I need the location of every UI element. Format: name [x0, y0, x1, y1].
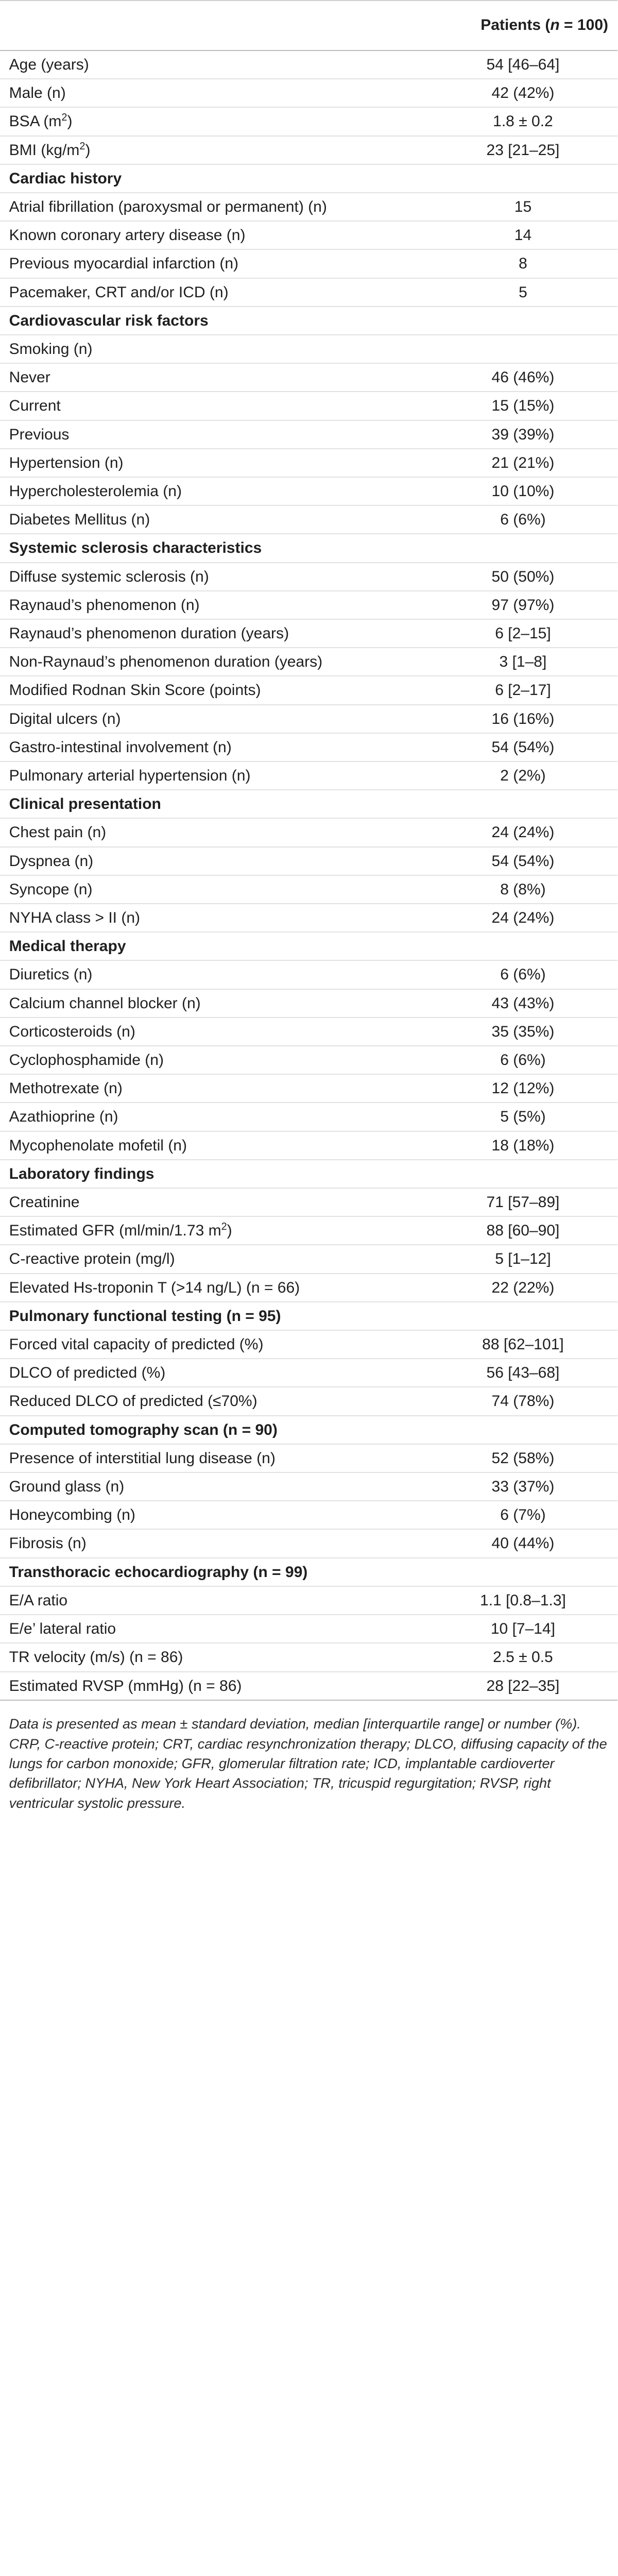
- label-text: Fibrosis (n): [9, 1535, 87, 1552]
- row-label: [0, 1103, 428, 1131]
- row-label: [0, 1046, 428, 1074]
- row-label: [0, 591, 428, 619]
- label-text: Clinical presentation: [9, 795, 161, 813]
- row-label: [0, 1074, 428, 1103]
- label-text: Estimated RVSP (mmHg) (n = 86): [9, 1677, 242, 1694]
- table-row: [0, 847, 617, 875]
- label-text: Pulmonary functional testing (n = 95): [9, 1307, 281, 1325]
- table-row: [0, 619, 617, 648]
- table-row: [0, 1046, 617, 1074]
- label-text: Forced vital capacity of predicted (%): [9, 1336, 264, 1353]
- row-label: [0, 733, 428, 761]
- section-header-row: [0, 307, 617, 335]
- row-value: 88 [60–90]: [428, 1216, 617, 1245]
- table-row: [0, 221, 617, 249]
- label-text: Current: [9, 397, 61, 415]
- row-label: [0, 1672, 428, 1700]
- label-text: Never: [9, 369, 50, 386]
- row-value: [428, 1302, 617, 1330]
- table-row: [0, 875, 617, 904]
- label-text: Previous myocardial infarction (n): [9, 255, 239, 273]
- row-label: [0, 1501, 428, 1529]
- label-text: BMI (kg/m: [9, 141, 80, 159]
- label-text: Known coronary artery disease (n): [9, 227, 246, 244]
- section-title: [0, 164, 428, 193]
- row-label: [0, 1615, 428, 1643]
- label-text: Male (n): [9, 84, 66, 102]
- row-value: 88 [62–101]: [428, 1330, 617, 1359]
- row-label: [0, 847, 428, 875]
- row-label: [0, 249, 428, 278]
- row-value: 42 (42%): [428, 79, 617, 107]
- section-header-row: [0, 932, 617, 960]
- table-footnote: Data is presented as mean ± standard deviation, median [interquartile range] or number (%). CRP, C-reactive protein; CRT, cardiac resynchronization therapy; DLCO, diffusing capacity of the lungs for carbon monoxide; GFR, glomerular filtration rate; ICD, implantable cardioverter defibrillator; NYHA, New York Heart Association; TR, tricuspid regurgitation; RVSP, right ventricular systolic pressure.: [9, 1716, 607, 1811]
- label-text: Elevated Hs-troponin T (>14 ng/L) (n = 66): [9, 1279, 300, 1296]
- label-text: Raynaud’s phenomenon duration (years): [9, 624, 289, 642]
- table-row: [0, 676, 617, 704]
- header-stub-cell: [0, 1, 428, 50]
- row-value: 28 [22–35]: [428, 1672, 617, 1700]
- row-label: [0, 1216, 428, 1245]
- label-text: Systemic sclerosis characteristics: [9, 539, 262, 557]
- label-text: Medical therapy: [9, 938, 126, 955]
- label-text: Non-Raynaud’s phenomenon duration (years): [9, 653, 323, 671]
- row-value: [428, 1416, 617, 1444]
- table-row: [0, 50, 617, 79]
- row-label: [0, 1245, 428, 1273]
- label-text: Cardiovascular risk factors: [9, 312, 209, 329]
- label-text: Azathioprine (n): [9, 1108, 118, 1126]
- table-body: [0, 50, 617, 1700]
- section-title: [0, 790, 428, 818]
- label-text: Digital ulcers (n): [9, 710, 121, 727]
- row-label: [0, 818, 428, 846]
- row-value: 56 [43–68]: [428, 1359, 617, 1387]
- label-text: Hypertension (n): [9, 454, 124, 471]
- row-label: [0, 221, 428, 249]
- section-title: [0, 1302, 428, 1330]
- label-text: Modified Rodnan Skin Score (points): [9, 682, 261, 699]
- row-label: [0, 960, 428, 989]
- row-label: [0, 1529, 428, 1557]
- row-label: [0, 278, 428, 307]
- row-label: [0, 705, 428, 733]
- row-label: [0, 1359, 428, 1387]
- row-value: 46 (46%): [428, 363, 617, 392]
- row-value: 6 [2–17]: [428, 676, 617, 704]
- row-value: 21 (21%): [428, 449, 617, 477]
- label-text: Estimated GFR (ml/min/1.73 m: [9, 1222, 221, 1240]
- row-value: 54 (54%): [428, 847, 617, 875]
- label-text: Age (years): [9, 56, 89, 73]
- label-text: Cardiac history: [9, 170, 122, 187]
- table-row: [0, 818, 617, 846]
- row-value: 6 [2–15]: [428, 619, 617, 648]
- table-row: [0, 363, 617, 392]
- label-text: TR velocity (m/s) (n = 86): [9, 1649, 183, 1666]
- table-row: [0, 477, 617, 505]
- label-text: Smoking (n): [9, 340, 93, 358]
- label-text: Diabetes Mellitus (n): [9, 511, 150, 529]
- label-text: Raynaud’s phenomenon (n): [9, 596, 200, 614]
- row-label: [0, 1188, 428, 1216]
- section-title: [0, 534, 428, 562]
- row-value: 24 (24%): [428, 904, 617, 932]
- row-value: 6 (6%): [428, 960, 617, 989]
- header-n-value: = 100): [559, 16, 609, 33]
- table-row: [0, 1586, 617, 1615]
- table-row: [0, 193, 617, 221]
- row-value: 5 [1–12]: [428, 1245, 617, 1273]
- row-value: 52 (58%): [428, 1444, 617, 1472]
- row-value: 10 (10%): [428, 477, 617, 505]
- label-text: Laboratory findings: [9, 1165, 154, 1182]
- row-label: [0, 1586, 428, 1615]
- table-row: [0, 1501, 617, 1529]
- section-title: [0, 1416, 428, 1444]
- row-label: [0, 619, 428, 648]
- label-text: ): [85, 141, 91, 159]
- header-n-symbol: n: [550, 16, 560, 33]
- table-row: [0, 591, 617, 619]
- row-value: 1.1 [0.8–1.3]: [428, 1586, 617, 1615]
- section-header-row: [0, 1302, 617, 1330]
- section-title: [0, 1558, 428, 1586]
- label-text: Computed tomography scan (n = 90): [9, 1421, 278, 1438]
- row-value: 40 (44%): [428, 1529, 617, 1557]
- table-row: [0, 249, 617, 278]
- row-value: [428, 932, 617, 960]
- label-text: Dyspnea (n): [9, 852, 94, 870]
- row-value: 18 (18%): [428, 1131, 617, 1160]
- row-value: 14: [428, 221, 617, 249]
- section-header-row: [0, 534, 617, 562]
- row-label: [0, 193, 428, 221]
- row-value: 2.5 ± 0.5: [428, 1643, 617, 1671]
- table-row: [0, 1216, 617, 1245]
- row-label: [0, 1444, 428, 1472]
- label-superscript: 2: [61, 112, 67, 124]
- section-header-row: [0, 164, 617, 193]
- label-text: Previous: [9, 426, 70, 443]
- row-label: [0, 1643, 428, 1671]
- table-row: [0, 278, 617, 307]
- table-row: [0, 107, 617, 135]
- label-text: Pacemaker, CRT and/or ICD (n): [9, 283, 229, 301]
- table-row: [0, 761, 617, 790]
- table-row: [0, 1074, 617, 1103]
- table-row: [0, 648, 617, 676]
- table-row: [0, 79, 617, 107]
- row-label: [0, 1274, 428, 1302]
- row-label: [0, 1387, 428, 1415]
- label-text: Gastro-intestinal involvement (n): [9, 738, 232, 756]
- row-value: 6 (6%): [428, 1046, 617, 1074]
- row-label: [0, 875, 428, 904]
- row-value: 1.8 ± 0.2: [428, 107, 617, 135]
- label-text: DLCO of predicted (%): [9, 1364, 166, 1382]
- row-label: [0, 449, 428, 477]
- row-label: [0, 420, 428, 449]
- label-text: Cyclophosphamide (n): [9, 1052, 164, 1069]
- table-row: [0, 1672, 617, 1700]
- label-text: Transthoracic echocardiography (n = 99): [9, 1563, 308, 1581]
- label-text: Honeycombing (n): [9, 1506, 135, 1524]
- section-header-row: [0, 1160, 617, 1188]
- label-text: Presence of interstitial lung disease (n): [9, 1449, 276, 1467]
- label-text: Ground glass (n): [9, 1478, 125, 1496]
- row-label: [0, 1018, 428, 1046]
- table-row: [0, 1188, 617, 1216]
- row-value: 8: [428, 249, 617, 278]
- table-row: [0, 705, 617, 733]
- label-text: Pulmonary arterial hypertension (n): [9, 767, 251, 784]
- table-header-row: [0, 1, 617, 50]
- section-header-row: [0, 790, 617, 818]
- table-row: [0, 989, 617, 1018]
- table-row: [0, 1245, 617, 1273]
- table-row: [0, 1131, 617, 1160]
- row-value: 43 (43%): [428, 989, 617, 1018]
- row-value: 71 [57–89]: [428, 1188, 617, 1216]
- row-label: [0, 648, 428, 676]
- row-value: 97 (97%): [428, 591, 617, 619]
- label-text: NYHA class > II (n): [9, 909, 141, 927]
- section-title: [0, 932, 428, 960]
- row-value: [428, 307, 617, 335]
- row-label: [0, 761, 428, 790]
- table-row: [0, 1387, 617, 1415]
- table-row: [0, 1018, 617, 1046]
- label-text: Diuretics (n): [9, 966, 93, 984]
- row-value: 5 (5%): [428, 1103, 617, 1131]
- row-label: [0, 50, 428, 79]
- row-value: 10 [7–14]: [428, 1615, 617, 1643]
- table-row: [0, 392, 617, 420]
- table-row: [0, 1359, 617, 1387]
- table-row: [0, 960, 617, 989]
- label-text: Syncope (n): [9, 880, 93, 898]
- label-text: C-reactive protein (mg/l): [9, 1250, 175, 1268]
- row-label: [0, 392, 428, 420]
- row-label: [0, 79, 428, 107]
- label-superscript: 2: [79, 140, 85, 152]
- row-value: 24 (24%): [428, 818, 617, 846]
- row-value: 54 [46–64]: [486, 56, 560, 73]
- row-value: [428, 1160, 617, 1188]
- row-value: 35 (35%): [428, 1018, 617, 1046]
- row-value: [428, 164, 617, 193]
- table-row: [0, 449, 617, 477]
- row-value: 6 (7%): [428, 1501, 617, 1529]
- section-title: [0, 307, 428, 335]
- row-label: [0, 505, 428, 534]
- label-superscript: 2: [221, 1221, 227, 1233]
- table-row: [0, 1529, 617, 1557]
- row-value: 5: [428, 278, 617, 307]
- row-label: [0, 989, 428, 1018]
- row-value: 8 (8%): [428, 875, 617, 904]
- row-value: 39 (39%): [428, 420, 617, 449]
- row-value: [428, 534, 617, 562]
- row-label: [0, 904, 428, 932]
- label-text: Corticosteroids (n): [9, 1023, 135, 1040]
- row-label: [0, 477, 428, 505]
- row-label: [0, 563, 428, 591]
- row-value: 15: [428, 193, 617, 221]
- row-value: [428, 1558, 617, 1586]
- row-label: [0, 676, 428, 704]
- section-header-row: [0, 1416, 617, 1444]
- row-value: 74 (78%): [428, 1387, 617, 1415]
- row-label: [0, 107, 428, 135]
- label-text: BSA (m: [9, 113, 62, 130]
- row-value: 16 (16%): [428, 705, 617, 733]
- label-text: Creatinine: [9, 1194, 80, 1211]
- table-row: [0, 1330, 617, 1359]
- row-value: 54 (54%): [428, 733, 617, 761]
- row-value: 23 [21–25]: [428, 136, 617, 164]
- table-row: [0, 1472, 617, 1501]
- label-text: Diffuse systemic sclerosis (n): [9, 568, 209, 585]
- table-row: [0, 1103, 617, 1131]
- row-value: 6 (6%): [428, 505, 617, 534]
- row-value: [428, 790, 617, 818]
- header-patients-cell: [428, 1, 617, 50]
- label-text: Methotrexate (n): [9, 1080, 123, 1097]
- table-row: [0, 1643, 617, 1671]
- table-row: [0, 1444, 617, 1472]
- label-text: ): [67, 113, 73, 130]
- row-label: [0, 136, 428, 164]
- row-value: 50 (50%): [428, 563, 617, 591]
- row-value: 22 (22%): [428, 1274, 617, 1302]
- table-row: [0, 563, 617, 591]
- table-row: [0, 505, 617, 534]
- section-header-row: [0, 1558, 617, 1586]
- row-value: [428, 335, 617, 363]
- table-row: [0, 733, 617, 761]
- header-label: Patients (: [480, 16, 551, 33]
- row-label: [0, 335, 428, 363]
- row-label: [0, 363, 428, 392]
- row-value: 15 (15%): [428, 392, 617, 420]
- label-text: Reduced DLCO of predicted (≤70%): [9, 1393, 258, 1410]
- row-value: 3 [1–8]: [428, 648, 617, 676]
- label-text: Mycophenolate mofetil (n): [9, 1137, 187, 1154]
- label-text: Chest pain (n): [9, 824, 107, 841]
- label-text: E/A ratio: [9, 1591, 68, 1609]
- table-row: [0, 420, 617, 449]
- row-label: [0, 1330, 428, 1359]
- label-text: Atrial fibrillation (paroxysmal or permanent) (n): [9, 198, 327, 215]
- label-text: Hypercholesterolemia (n): [9, 482, 182, 500]
- label-text: ): [227, 1222, 232, 1240]
- row-value: 12 (12%): [428, 1074, 617, 1103]
- row-label: [0, 1472, 428, 1501]
- row-label: [0, 1131, 428, 1160]
- row-value: 33 (37%): [428, 1472, 617, 1501]
- section-title: [0, 1160, 428, 1188]
- table-row: [0, 1615, 617, 1643]
- row-value: 2 (2%): [428, 761, 617, 790]
- label-text: E/e’ lateral ratio: [9, 1620, 116, 1638]
- table-row: [0, 136, 617, 164]
- table-row: [0, 335, 617, 363]
- table-row: [0, 904, 617, 932]
- label-text: Calcium channel blocker (n): [9, 994, 201, 1012]
- table-row: [0, 1274, 617, 1302]
